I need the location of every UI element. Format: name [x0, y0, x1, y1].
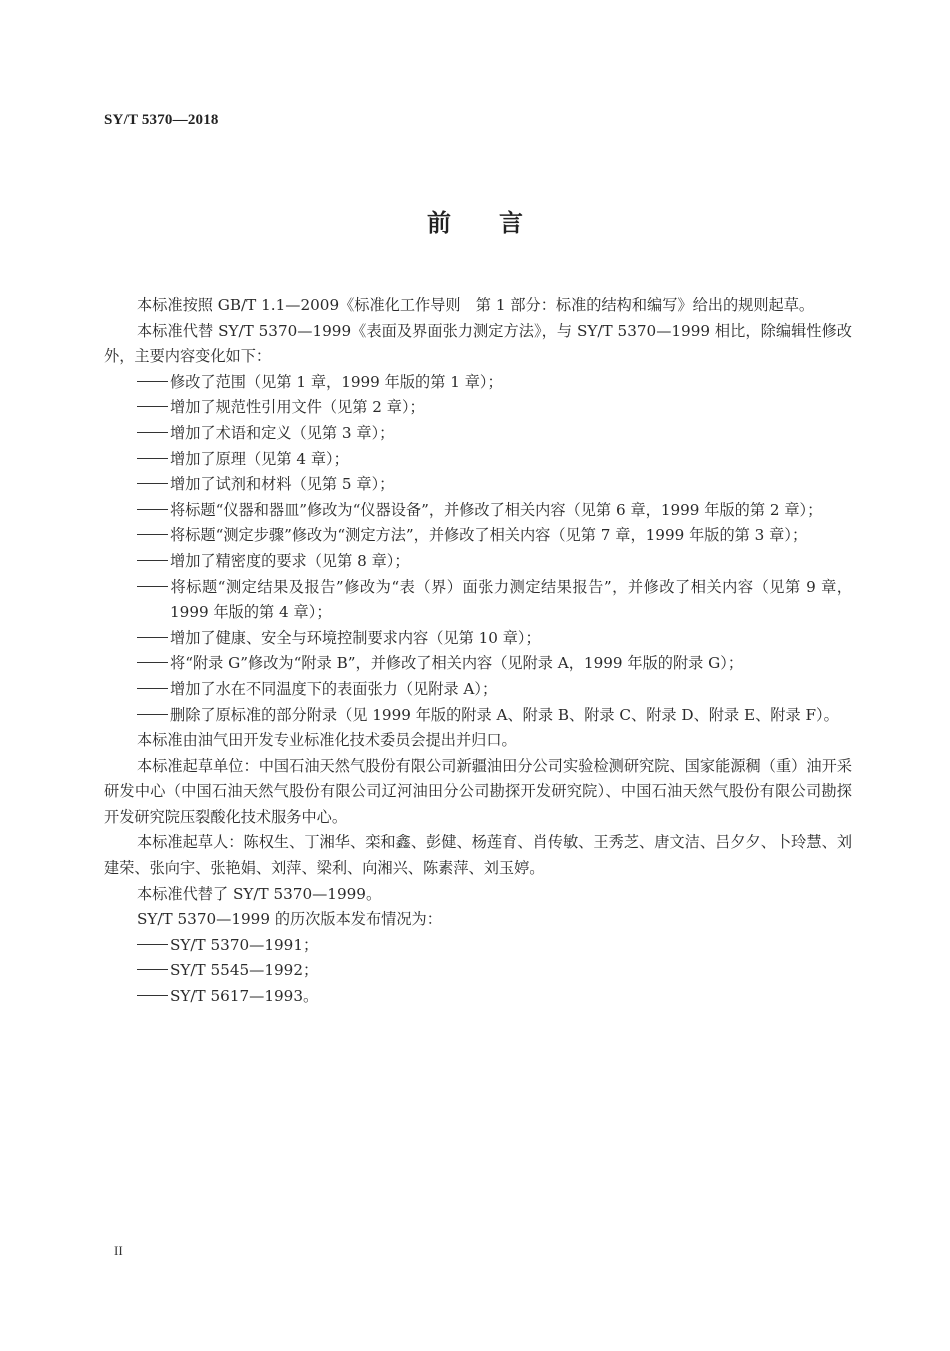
dash-marker	[137, 472, 170, 498]
proposed-by-paragraph: 本标准由油气田开发专业标准化技术委员会提出并归口。	[137, 731, 517, 750]
list-item: 增加了精密度的要求（见第 8 章）；	[104, 549, 852, 575]
replaces-paragraph: 本标准代替了 SY/T 5370—1999。	[137, 884, 382, 903]
page-number: II	[114, 1243, 123, 1258]
list-item: 增加了水在不同温度下的表面张力（见附录 A）；	[104, 677, 852, 703]
list-item: SY/T 5545—1992；	[104, 958, 852, 984]
dash-marker	[137, 549, 170, 575]
dash-marker	[137, 498, 170, 524]
list-item: 增加了健康、安全与环境控制要求内容（见第 10 章）；	[104, 626, 852, 652]
dash-marker	[137, 933, 170, 959]
intro-paragraph-2: 本标准代替 SY/T 5370—1999《表面及界面张力测定方法》，与 SY/T 5370—1999 相比，除编辑性修改外，主要内容变化如下：	[104, 321, 852, 366]
dash-marker	[137, 703, 170, 729]
dash-marker	[137, 626, 170, 652]
history-list	[104, 933, 852, 1010]
list-item: SY/T 5617—1993。	[104, 984, 852, 1010]
dash-marker	[137, 651, 170, 677]
dash-marker	[137, 958, 170, 984]
standard-code-header: SY/T 5370—2018	[104, 112, 219, 128]
dash-marker	[137, 395, 170, 421]
list-item: 将标题“测定步骤”修改为“测定方法”，并修改了相关内容（见第 7 章，1999 年版的第 3 章）；	[104, 523, 852, 549]
intro-paragraph-1: 本标准按照 GB/T 1.1—2009《标准化工作导则 第 1 部分：标准的结构和编写》给出的规则起草。	[137, 296, 815, 314]
drafting-units-paragraph: 本标准起草单位：中国石油天然气股份有限公司新疆油田分公司实验检测研究院、国家能源稠（重）油开采研发中心（中国石油天然气股份有限公司辽河油田分公司勘探开发研究院）、中国石油天然气股份有限公司勘探开发研究院压裂酸化技术服务中心。	[104, 756, 852, 826]
drafters-paragraph: 本标准起草人：陈权生、丁湘华、栾和鑫、彭健、杨莲育、肖传敏、王秀芝、唐文洁、吕夕夕、卜玲慧、刘建荣、张向宇、张艳娟、刘萍、梁利、向湘兴、陈素萍、刘玉婷。	[104, 833, 852, 878]
page-title: 前言	[427, 209, 571, 237]
changes-list	[104, 370, 852, 728]
list-item: SY/T 5370—1991；	[104, 933, 852, 959]
list-item: 增加了规范性引用文件（见第 2 章）；	[104, 395, 852, 421]
dash-marker	[137, 984, 170, 1010]
list-item: 删除了原标准的部分附录（见 1999 年版的附录 A、附录 B、附录 C、附录 D、附录 E、附录 F）。	[104, 703, 852, 729]
list-item: 增加了原理（见第 4 章）；	[104, 447, 852, 473]
list-item: 增加了试剂和材料（见第 5 章）；	[104, 472, 852, 498]
foreword-body	[104, 293, 852, 1010]
dash-marker	[137, 575, 170, 601]
list-item: 将“附录 G”修改为“附录 B”，并修改了相关内容（见附录 A，1999 年版的附录 G）；	[104, 651, 852, 677]
dash-marker	[137, 677, 170, 703]
list-item: 增加了术语和定义（见第 3 章）；	[104, 421, 852, 447]
history-intro-paragraph: SY/T 5370—1999 的历次版本发布情况为：	[137, 910, 442, 929]
dash-marker	[137, 370, 170, 396]
list-item: 将标题“仪器和器皿”修改为“仪器设备”，并修改了相关内容（见第 6 章，1999 年版的第 2 章）；	[104, 498, 852, 524]
dash-marker	[137, 523, 170, 549]
dash-marker	[137, 447, 170, 473]
dash-marker	[137, 421, 170, 447]
list-item: 将标题“测定结果及报告”修改为“表（界）面张力测定结果报告”，并修改了相关内容（见第 9 章，1999 年版的第 4 章）；	[104, 575, 852, 626]
list-item: 修改了范围（见第 1 章，1999 年版的第 1 章）；	[104, 370, 852, 396]
